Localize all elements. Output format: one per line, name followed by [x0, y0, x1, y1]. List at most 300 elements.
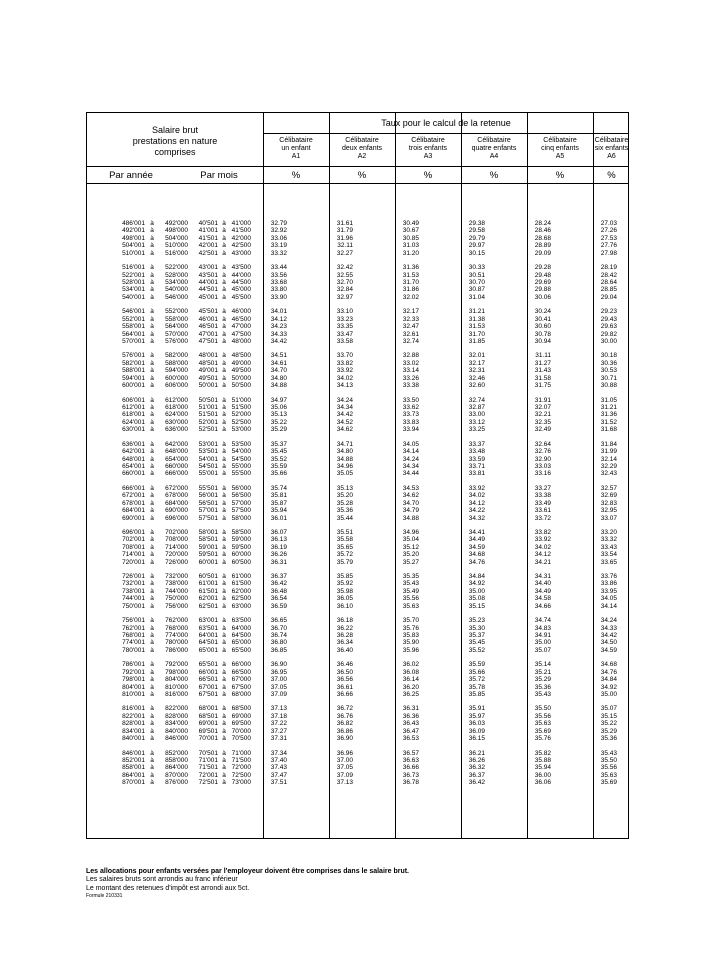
table-row: [86, 242, 629, 249]
rate-a6: 27.76: [600, 242, 617, 250]
year-to: 876'000: [165, 779, 188, 787]
range-separator: à: [222, 470, 226, 478]
year-from: 696'001: [122, 528, 145, 536]
rate-a5: 31.91: [534, 396, 551, 404]
rate-a1: 37.51: [270, 779, 287, 787]
month-to: 63'500: [231, 617, 251, 625]
month-to: 46'000: [231, 308, 251, 316]
rate-a3: 35.20: [402, 551, 419, 559]
range-separator: à: [150, 624, 154, 632]
range-separator: à: [222, 676, 226, 684]
range-separator: à: [150, 315, 154, 323]
year-to: 552'000: [165, 308, 188, 316]
month-to: 53'000: [231, 426, 251, 434]
year-to: 702'000: [165, 528, 188, 536]
range-separator: à: [222, 727, 226, 735]
rate-a5: 30.24: [534, 308, 551, 316]
table-row: [86, 507, 629, 514]
range-separator: à: [222, 779, 226, 787]
rate-a1: 36.95: [270, 668, 287, 676]
rate-a1: 36.90: [270, 661, 287, 669]
range-separator: à: [222, 293, 226, 301]
rate-a6: 35.69: [600, 779, 617, 787]
rate-a2: 34.02: [336, 374, 353, 382]
rate-a3: 34.88: [402, 514, 419, 522]
rate-a6: 31.52: [600, 418, 617, 426]
salary-header-line: comprises: [154, 147, 196, 157]
range-separator: à: [222, 602, 226, 610]
rate-a2: 36.86: [336, 727, 353, 735]
percent-header: %: [357, 170, 367, 181]
month-to: 60'000: [231, 551, 251, 559]
year-from: 684'001: [122, 507, 145, 515]
rate-a4: 36.37: [468, 771, 485, 779]
year-to: 726'000: [165, 558, 188, 566]
rate-a4: 32.46: [468, 374, 485, 382]
range-separator: à: [222, 323, 226, 331]
rate-a1: 37.47: [270, 771, 287, 779]
year-from: 702'001: [122, 536, 145, 544]
rate-a6: 28.64: [600, 279, 617, 286]
year-from: 492'001: [122, 227, 145, 235]
month-to: 59'000: [231, 536, 251, 544]
month-to: 57'500: [231, 507, 251, 515]
rate-a2: 33.47: [336, 330, 353, 338]
year-to: 582'000: [165, 352, 188, 360]
month-to: 47'000: [231, 323, 251, 331]
rate-a6: 35.29: [600, 727, 617, 735]
month-from: 46'001: [198, 315, 218, 323]
rate-a3: 31.70: [402, 279, 419, 286]
rate-a3: 32.61: [402, 330, 419, 338]
table-row: [86, 397, 629, 404]
month-from: 62'001: [198, 595, 218, 603]
table-row: [86, 536, 629, 543]
rate-a3: 36.20: [402, 683, 419, 691]
range-separator: à: [222, 514, 226, 522]
rate-a4: 33.71: [468, 462, 485, 470]
year-to: 870'000: [165, 771, 188, 779]
rate-a3: 36.14: [402, 676, 419, 684]
rate-a5: 34.66: [534, 602, 551, 610]
year-from: 834'001: [122, 727, 145, 735]
table-row: [86, 559, 629, 566]
column-header-a6: [593, 137, 630, 161]
rate-a2: 31.96: [336, 234, 353, 242]
header-divider: [87, 166, 628, 167]
month-to: 56'000: [231, 484, 251, 492]
range-separator: à: [222, 462, 226, 470]
footer-notes: [86, 868, 409, 900]
column-header-a5: [527, 137, 593, 161]
month-from: 71'501: [198, 764, 218, 772]
range-separator: à: [222, 286, 226, 294]
rate-a1: 34.42: [270, 338, 287, 345]
rate-a1: 37.34: [270, 749, 287, 757]
rate-a3: 36.43: [402, 720, 419, 728]
range-separator: à: [150, 735, 154, 743]
rate-a3: 34.79: [402, 507, 419, 515]
range-separator: à: [150, 374, 154, 382]
rate-a6: 32.69: [600, 492, 617, 500]
month-to: 52'500: [231, 418, 251, 426]
rate-a2: 34.52: [336, 418, 353, 426]
range-separator: à: [150, 396, 154, 404]
rate-a2: 37.00: [336, 756, 353, 764]
month-to: 48'500: [231, 352, 251, 360]
rate-a4: 33.00: [468, 411, 485, 419]
month-to: 56'500: [231, 492, 251, 500]
range-separator: à: [150, 514, 154, 522]
row-group: [86, 661, 629, 698]
year-from: 786'001: [122, 661, 145, 669]
rate-a1: 37.22: [270, 720, 287, 728]
rate-a5: 30.94: [534, 338, 551, 345]
rate-a3: 34.53: [402, 484, 419, 492]
rate-a2: 34.96: [336, 462, 353, 470]
year-from: 768'001: [122, 632, 145, 639]
rate-a4: 31.21: [468, 308, 485, 316]
column-header-code: A2: [357, 153, 367, 160]
range-separator: à: [222, 234, 226, 242]
rate-a4: 33.81: [468, 470, 485, 478]
month-to: 70'500: [231, 735, 251, 743]
table-row: [86, 595, 629, 602]
range-separator: à: [222, 691, 226, 698]
rate-a5: 34.31: [534, 573, 551, 580]
rate-a4: 34.22: [468, 507, 485, 515]
rate-a5: 36.06: [534, 779, 551, 787]
rate-a1: 34.33: [270, 330, 287, 338]
rate-a6: 35.22: [600, 720, 617, 728]
month-to: 45'500: [231, 293, 251, 301]
rate-a6: 33.95: [600, 587, 617, 595]
month-to: 61'000: [231, 573, 251, 580]
range-separator: à: [150, 264, 154, 272]
month-to: 46'500: [231, 315, 251, 323]
rate-a1: 34.88: [270, 382, 287, 390]
year-from: 870'001: [122, 779, 145, 787]
month-to: 71'500: [231, 756, 251, 764]
rate-a6: 33.76: [600, 573, 617, 580]
table-row: [86, 382, 629, 389]
rate-a6: 32.83: [600, 499, 617, 507]
rate-a5: 33.38: [534, 492, 551, 500]
year-to: 576'000: [165, 338, 188, 345]
range-separator: à: [222, 735, 226, 743]
rate-a6: 34.92: [600, 683, 617, 691]
range-separator: à: [222, 543, 226, 551]
rate-a1: 33.44: [270, 264, 287, 272]
rate-a5: 29.69: [534, 279, 551, 286]
column-header-code: A5: [555, 153, 565, 160]
range-separator: à: [222, 661, 226, 669]
rate-a1: 32.92: [270, 227, 287, 235]
month-to: 43'000: [231, 249, 251, 257]
column-header-line: Célibataire: [477, 137, 511, 144]
rate-a4: 34.12: [468, 499, 485, 507]
month-to: 51'500: [231, 403, 251, 411]
range-separator: à: [150, 573, 154, 580]
month-to: 42'500: [231, 242, 251, 250]
table-row: [86, 625, 629, 632]
rate-a4: 29.38: [468, 220, 485, 227]
column-header-code: A6: [607, 153, 616, 160]
year-to: 780'000: [165, 639, 188, 647]
range-separator: à: [222, 279, 226, 286]
rate-a1: 34.70: [270, 367, 287, 375]
rate-a3: 35.70: [402, 617, 419, 625]
range-separator: à: [222, 632, 226, 639]
rate-a1: 35.66: [270, 470, 287, 478]
range-separator: à: [150, 528, 154, 536]
rate-a2: 33.23: [336, 315, 353, 323]
rate-a5: 30.78: [534, 330, 551, 338]
table-row: [86, 713, 629, 720]
rate-a4: 35.52: [468, 646, 485, 654]
range-separator: à: [150, 470, 154, 478]
rate-a1: 36.26: [270, 551, 287, 559]
rate-a1: 36.42: [270, 580, 287, 588]
table-row: [86, 588, 629, 595]
year-to: 738'000: [165, 580, 188, 588]
month-from: 63'501: [198, 624, 218, 632]
rate-a1: 37.31: [270, 735, 287, 743]
year-from: 750'001: [122, 602, 145, 610]
year-from: 816'001: [122, 705, 145, 713]
month-to: 54'000: [231, 448, 251, 456]
range-separator: à: [150, 756, 154, 764]
year-from: 654'001: [122, 462, 145, 470]
rate-a5: 28.89: [534, 242, 551, 250]
month-from: 56'501: [198, 499, 218, 507]
month-to: 68'000: [231, 691, 251, 698]
rate-a2: 37.05: [336, 764, 353, 772]
rate-a5: 32.90: [534, 455, 551, 463]
rate-a5: 35.07: [534, 646, 551, 654]
rate-a5: 28.46: [534, 227, 551, 235]
column-header-line: trois enfants: [408, 145, 448, 152]
table-row: [86, 404, 629, 411]
range-separator: à: [150, 536, 154, 544]
range-separator: à: [222, 668, 226, 676]
rate-a2: 35.65: [336, 543, 353, 551]
month-to: 59'500: [231, 543, 251, 551]
month-to: 62'000: [231, 587, 251, 595]
rate-a3: 32.74: [402, 338, 419, 345]
rate-a5: 29.09: [534, 249, 551, 257]
rate-a1: 36.37: [270, 573, 287, 580]
year-from: 636'001: [122, 440, 145, 448]
year-from: 546'001: [122, 308, 145, 316]
table-row: [86, 529, 629, 536]
month-from: 41'001: [198, 227, 218, 235]
range-separator: à: [150, 426, 154, 434]
rate-a3: 35.43: [402, 580, 419, 588]
year-to: 618'000: [165, 403, 188, 411]
column-header-line: un enfant: [281, 145, 311, 152]
year-to: 624'000: [165, 411, 188, 419]
year-to: 528'000: [165, 271, 188, 279]
rate-a2: 34.34: [336, 403, 353, 411]
rate-a2: 31.79: [336, 227, 353, 235]
year-from: 864'001: [122, 771, 145, 779]
rate-a2: 34.24: [336, 396, 353, 404]
rate-a5: 35.29: [534, 676, 551, 684]
year-from: 690'001: [122, 514, 145, 522]
form-number: Formule 210331: [86, 892, 123, 899]
month-from: 53'001: [198, 440, 218, 448]
year-to: 846'000: [165, 735, 188, 743]
rate-a4: 34.68: [468, 551, 485, 559]
rate-a5: 35.63: [534, 720, 551, 728]
rate-a1: 33.32: [270, 249, 287, 257]
range-separator: à: [222, 359, 226, 367]
table-row: [86, 331, 629, 338]
rate-a3: 34.62: [402, 492, 419, 500]
range-separator: à: [222, 639, 226, 647]
month-to: 72'500: [231, 771, 251, 779]
range-separator: à: [150, 632, 154, 639]
rate-a4: 34.92: [468, 580, 485, 588]
rate-a4: 31.38: [468, 315, 485, 323]
rate-a2: 33.10: [336, 308, 353, 316]
rate-a3: 33.26: [402, 374, 419, 382]
table-row: [86, 772, 629, 779]
year-from: 504'001: [122, 242, 145, 250]
rate-a1: 35.81: [270, 492, 287, 500]
rate-a4: 34.41: [468, 528, 485, 536]
rate-a3: 34.96: [402, 528, 419, 536]
rate-a3: 36.31: [402, 705, 419, 713]
rate-a1: 33.90: [270, 293, 287, 301]
table-row: [86, 684, 629, 691]
month-to: 41'500: [231, 227, 251, 235]
table-row: [86, 426, 629, 433]
range-separator: à: [222, 249, 226, 257]
rate-a5: 34.40: [534, 580, 551, 588]
range-separator: à: [150, 543, 154, 551]
rate-a1: 33.80: [270, 286, 287, 294]
month-from: 42'501: [198, 249, 218, 257]
rate-a1: 37.13: [270, 705, 287, 713]
month-to: 55'000: [231, 462, 251, 470]
rate-a3: 34.70: [402, 499, 419, 507]
range-separator: à: [150, 484, 154, 492]
range-separator: à: [150, 249, 154, 257]
rate-a5: 32.35: [534, 418, 551, 426]
rate-a1: 35.13: [270, 411, 287, 419]
rate-a4: 33.92: [468, 484, 485, 492]
rate-a5: 35.43: [534, 691, 551, 698]
month-from: 64'001: [198, 632, 218, 639]
month-from: 44'001: [198, 279, 218, 286]
rate-a6: 30.00: [600, 338, 617, 345]
year-to: 498'000: [165, 227, 188, 235]
range-separator: à: [150, 308, 154, 316]
range-separator: à: [222, 771, 226, 779]
rate-a3: 34.14: [402, 448, 419, 456]
rate-a4: 35.78: [468, 683, 485, 691]
column-header-line: cinq enfants: [541, 145, 579, 152]
rate-a4: 34.49: [468, 536, 485, 544]
rate-a6: 30.18: [600, 352, 617, 360]
rate-a5: 33.03: [534, 462, 551, 470]
year-from: 672'001: [122, 492, 145, 500]
month-from: 61'501: [198, 587, 218, 595]
rate-a4: 33.59: [468, 455, 485, 463]
table-row: [86, 272, 629, 279]
rate-a2: 36.05: [336, 595, 353, 603]
year-to: 636'000: [165, 426, 188, 434]
rate-a2: 31.61: [336, 220, 353, 227]
range-separator: à: [150, 558, 154, 566]
range-separator: à: [222, 580, 226, 588]
year-to: 504'000: [165, 234, 188, 242]
rate-a3: 31.53: [402, 271, 419, 279]
rate-a6: 35.63: [600, 771, 617, 779]
year-from: 612'001: [122, 403, 145, 411]
table-row: [86, 411, 629, 418]
rate-a5: 34.83: [534, 624, 551, 632]
year-from: 558'001: [122, 323, 145, 331]
rate-a1: 37.05: [270, 683, 287, 691]
month-from: 58'501: [198, 536, 218, 544]
range-separator: à: [150, 587, 154, 595]
year-from: 486'001: [122, 220, 145, 227]
rate-a3: 36.63: [402, 756, 419, 764]
table-row: [86, 235, 629, 242]
rate-a1: 36.31: [270, 558, 287, 566]
rate-a4: 35.59: [468, 661, 485, 669]
range-separator: à: [150, 403, 154, 411]
table-row: [86, 470, 629, 477]
range-separator: à: [150, 499, 154, 507]
rate-a6: 34.14: [600, 602, 617, 610]
month-from: 44'501: [198, 286, 218, 294]
table-row: [86, 669, 629, 676]
rate-a4: 34.32: [468, 514, 485, 522]
year-to: 612'000: [165, 396, 188, 404]
rate-a2: 36.90: [336, 735, 353, 743]
rate-a4: 31.70: [468, 330, 485, 338]
year-to: 810'000: [165, 683, 188, 691]
year-to: 600'000: [165, 374, 188, 382]
month-from: 56'001: [198, 492, 218, 500]
column-header-a3: [395, 137, 461, 161]
month-from: 57'001: [198, 507, 218, 515]
range-separator: à: [150, 668, 154, 676]
rate-a3: 34.44: [402, 470, 419, 478]
column-header-line: Célibataire: [543, 137, 577, 144]
month-from: 69'001: [198, 720, 218, 728]
year-from: 540'001: [122, 293, 145, 301]
rate-a3: 33.62: [402, 403, 419, 411]
table-row: [86, 515, 629, 522]
rate-a5: 35.88: [534, 756, 551, 764]
rate-a6: 27.03: [600, 220, 617, 227]
range-separator: à: [222, 756, 226, 764]
table-row: [86, 485, 629, 492]
month-to: 44'000: [231, 271, 251, 279]
rate-a2: 36.18: [336, 617, 353, 625]
rate-a1: 36.74: [270, 632, 287, 639]
rate-a5: 34.21: [534, 558, 551, 566]
range-separator: à: [150, 602, 154, 610]
range-separator: à: [222, 367, 226, 375]
rate-a4: 29.97: [468, 242, 485, 250]
table-row: [86, 419, 629, 426]
